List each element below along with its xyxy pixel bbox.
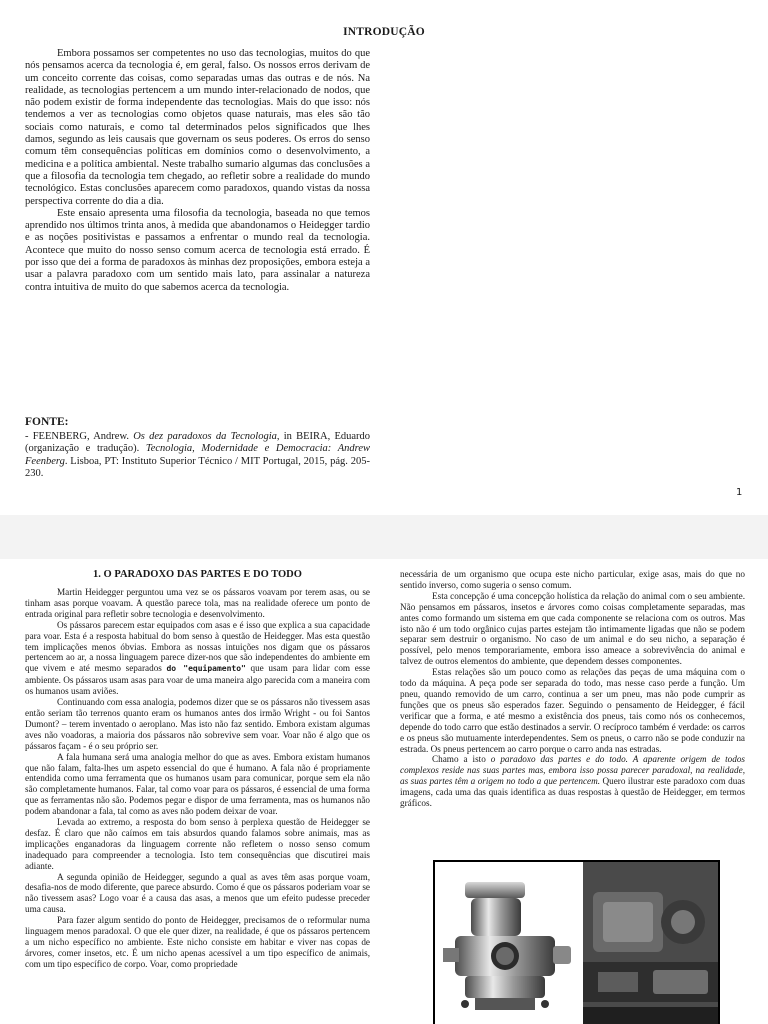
citation-book-title: Os dez paradoxos da Tecnologia (133, 431, 277, 442)
paragraph: necessária de um organismo que ocupa este nicho particular, exige asas, mais do que no sentido inverso, como sugeria o senso comum. (400, 569, 745, 590)
citation-middle: , in BEIRA, Eduardo (organização e tradução). (25, 431, 371, 455)
citation-suffix: . Lisboa, PT: Instituto Superior Técnico / MIT Portugal, 2015, pág. 205-230. (25, 455, 370, 479)
page-gap (0, 515, 768, 559)
citation-prefix: - FEENBERG, Andrew. (25, 431, 134, 442)
left-column (25, 587, 370, 970)
page-title: INTRODUÇÃO (343, 26, 425, 38)
paragraph-prefix: Chamo a isto (432, 754, 491, 765)
paragraph: Para fazer algum sentido do ponto de Heidegger, precisamos de o reformular numa linguagem menos paradoxal. O que ele quer dizer, na realidade, é que os pássaros pertencem a um nicho específico no ambiente. Este nicho consiste em habitar e viver nas copas de árvores, comer insetos, etc. É um nicho apenas acessível a um tipo específico de animais, com um tipo específico de corpo. Voar, como propriedade (25, 915, 370, 969)
paragraph: Esta concepção é uma concepção holística da relação do animal com o seu ambiente. Não pensamos em pássaros, insetos e árvores como coisas completamente separadas, mas antes como formando um sistema em que cada componente se relaciona com os outros. Mas isto não é um todo orgânico cujas partes estejam tão intimamente ligadas que não se podem separar sem destruir o organismo. No caso de um animal e do seu nicho, a separação é possível, pelo menos temporariamente, embora isso ameace a sobrevivência do animal e talvez de outros elementos do ambiente, que dependem desses componentes. (400, 590, 745, 667)
intro-paragraph-2: Este ensaio apresenta uma filosofia da tecnologia, baseada no que temos aprendido nos últimos trinta anos, à medida que abandonamos o Heidegger tardio e as noções positivistas e passamos a enfrentar o mundo real da tecnologia. Acontece que muito do nosso senso comum acerca de tecnologia está errado. É por isso que dei a forma de paradoxos às minhas dez proposições, embora esteja a usar a palavra paradoxo com um sentido mais lato, para assinalar a natureza contra intuitiva de muito do que sabemos acerca da tecnologia. (25, 207, 370, 293)
paradox-statement: o paradoxo das partes e do todo. A aparente origem de todos complexos reside nas suas partes mas, embora isso possa parecer paradoxal, na realidade, as suas partes têm a origem no todo a que pertencem. (400, 754, 745, 787)
carburetor-photo (435, 862, 583, 1024)
carburetor-illustration (435, 862, 583, 1024)
equipment-term: do "equipamento" (166, 664, 246, 674)
intro-paragraph-1: Embora possamos ser competentes no uso das tecnologias, muitos do que nós pensamos acerca da tecnologia é, em geral, falso. Os nossos erros derivam de um conceito corrente das coisas, como separadas umas das outras e de nós. Na realidade, as tecnologias pertencem a um mundo inter-relacionado de nodos, que não podem existir de forma independente das tecnologias. Mais do que isso: nós tendemos a ver as tecnologias como objetos quase naturais, mas eles são tão sociais como naturais, e como tal determinados pelos significados que lhes damos, segundo as leis causais que governam os seus poderes. Os erros do senso comum têm consequências políticas em domínios como o desenvolvimento, a medicina e a política ambiental. Neste trabalho sumario algumas das conclusões a que a filosofia da tecnologia tem chegado, ao refletir sobre a realidade do mundo tecnológico. Estas conclusões aparecem como paradoxos, quando vistas da nossa perspectiva corrente do dia a dia. (25, 48, 370, 207)
source-heading: FONTE: (25, 416, 69, 428)
page-number: 1 (736, 487, 743, 498)
citation-collection: Tecnologia, Modernidade e Democracia: Andrew Feenberg (25, 443, 371, 467)
right-column (400, 569, 745, 809)
paragraph: Levada ao extremo, a resposta do bom senso à perplexa questão de Heidegger se desfaz. É claro que não caímos em tais absurdos quando falamos sobre animais, mas as implicações enganadoras da linguagem corrente não refletem o nosso senso comum inadequado para compreender a tecnologia. Isto tem consequências que discutirei mais adiante. (25, 817, 370, 871)
paragraph (25, 620, 370, 697)
source-citation (25, 431, 370, 480)
paragraph: Martin Heidegger perguntou uma vez se os pássaros voavam por terem asas, ou se tinham asas porque voavam. A questão parece tola, mas na realidade oferece um ponto de entrada original para refletir sobre tecnologia e desenvolvimento. (25, 587, 370, 619)
paragraph-suffix: Quero ilustrar este paradoxo com duas imagens, cada uma das quais identifica as duas respostas à questão de Heidegger, em termos gráficos. (400, 776, 745, 809)
paragraph: Estas relações são um pouco como as relações das peças de uma máquina com o todo da máquina. A peça pode ser separada do todo, mas nesse caso perde a função. Um pneu, quando removido de um carro, continua a ser um pneu, mas não pode cumprir as funções que os pneus são esperados fazer. Seguindo o pensamento de Heidegger, é fácil verificar que a forma, e até mesmo a existência dos pneus, tais como nós os conhecemos, depende do todo carro que estão destinados a servir. O recíproco também é verdade: os carros e os pneus são mutuamente interdependentes. Sem os pneus, o carro não se pode conduzir na estrada. Os pneus pertencem ao carro porque o carro anda nas estradas. (400, 667, 745, 754)
paragraph: A segunda opinião de Heidegger, segundo a qual as aves têm asas porque voam, desafia-nos de modo diferente, que parece absurdo. Como é que os pássaros poderiam voar se não tivessem asas? Logo voar é a causa das asas, a menos que um efeito pudesse preceder uma causa. (25, 871, 370, 915)
carburetor-figure (433, 860, 720, 1024)
paragraph: Continuando com essa analogia, podemos dizer que se os pássaros não tivessem asas então seriam tão terrenos quanto eram os humanos antes dos irmão Wright - ou foi Santos Dumont? – terem inventado o aeroplano. Mas isto não faz sentido. Embora existam algumas aves não voadoras, a maioria dos pássaros não sobrevive sem voar. Voar não é algo que os pássaros façam - é o seu próprio ser. (25, 697, 370, 751)
paragraph (400, 754, 745, 809)
paragraph: A fala humana será uma analogia melhor do que as aves. Embora existam humanos que não falam, falta-lhes um aspeto essencial do que é humano. A fala não é propriamente entendida como uma ferramenta que os humanos usam para comunicar, porque sem ela não são completamente humanos. Falar, tal como voar para os pássaros, é essencial de uma forma que as ferramentas não são. Podemos pegar e dispor de uma ferramenta, mas os humanos não podem abandonar a fala, tal como as aves não podem deixar de voar. (25, 751, 370, 817)
paragraph-suffix: que usam para lidar com esse ambiente. Os pássaros usam asas para voar de uma maneira algo parecida com a maneira com os humanos usam aviões. (25, 663, 371, 697)
paragraph-prefix: Os pássaros parecem estar equipados com asas e é isso que explica a sua capacidade para voar. Esta é a resposta habitual do bom senso à questão de Heidegger. Mas esta questão tem implicações menos óbvias. Embora as nossas intuições nos digam que os pássaros pertencem ao ar, a nossa linguagem parece dizer-nos que são independentes do ambiente em que vivem e até mesmo separados (25, 619, 370, 674)
page-2 (0, 559, 768, 1024)
engine-photo (583, 862, 718, 1024)
introduction-text (25, 48, 370, 294)
engine-illustration (583, 862, 718, 1024)
section-title: 1. O PARADOXO DAS PARTES E DO TODO (93, 569, 302, 580)
